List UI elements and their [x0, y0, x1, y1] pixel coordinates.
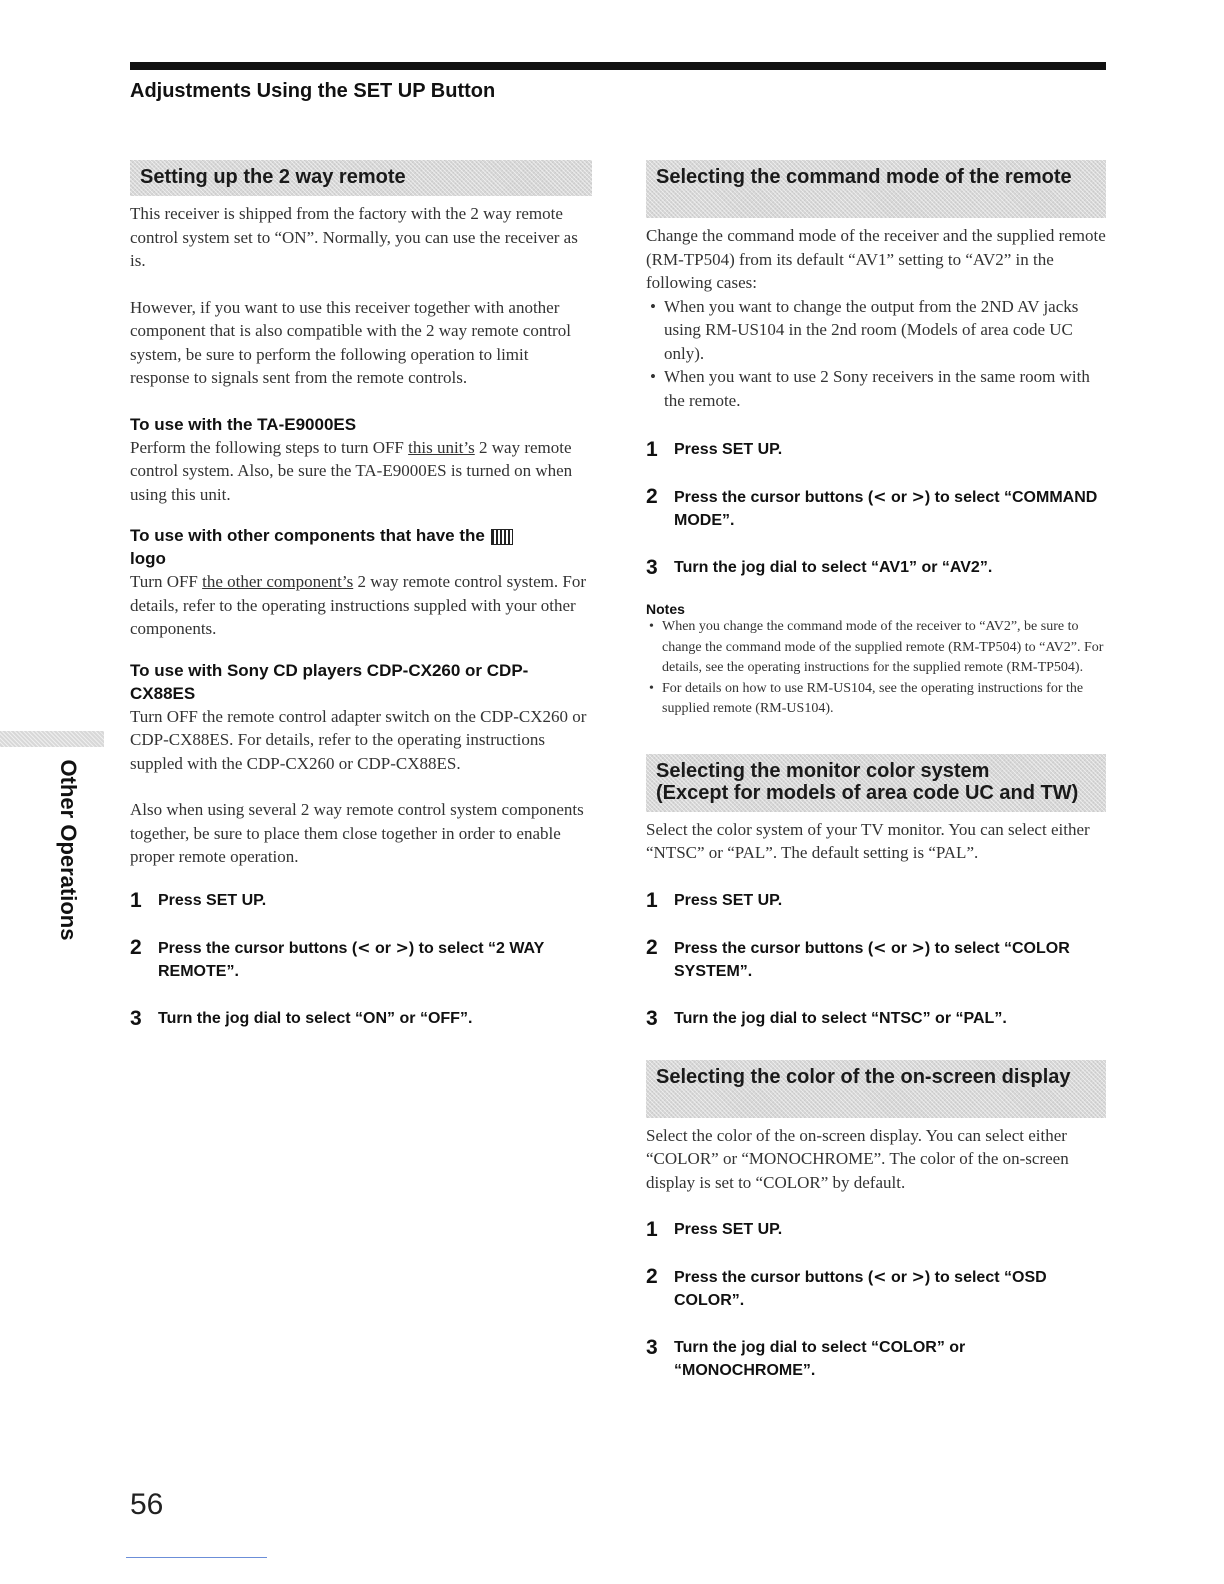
intro-paragraph-2: However, if you want to use this receiver together with another component that is also compatible with the 2 way remote control system, be sure to perform the following operation to limit response to signals sent from the remote controls. [130, 297, 571, 387]
step-1: 1 Press SET UP. [646, 888, 783, 912]
step-2: 2 Press the cursor buttons (< or >) to select “2 WAY REMOTE”. [130, 935, 545, 980]
notes-list [646, 617, 1106, 720]
step-3: 3 Turn the jog dial to select “ON” or “OFF”. [130, 1006, 473, 1030]
section-banner-osd-color: Selecting the color of the on-screen display [646, 1060, 1106, 1118]
sub1-paragraph: Perform the following steps to turn OFF this unit’s 2 way remote control system. Also, be sure the TA-E9000ES is turned on when using this unit. [130, 437, 573, 504]
note-item: • When you change the command mode of the receiver to “AV2”, be sure to change the command mode of the supplied remote (RM-TP504) to “AV2”. For details, see the operating instructions for the supplied remote (RM-TP504). [646, 617, 1106, 679]
right-column [646, 160, 1106, 1382]
two-way-remote-logo-icon [491, 529, 513, 545]
subheading-sony-cd-players: To use with Sony CD players CDP-CX260 or CDP-CX88ES [130, 660, 529, 703]
side-tab-label: Other Operations [56, 759, 81, 941]
step-2: 2 Press the cursor buttons (< or >) to select “COMMAND MODE”. [646, 485, 1098, 529]
step-1: 1 Press SET UP. [646, 1218, 783, 1241]
step-1: 1 Press SET UP. [646, 438, 783, 461]
header-rule [130, 62, 1106, 70]
list-item: • When you want to change the output from the 2ND AV jacks using RM-US104 in the 2nd room (Models of area code UC only). [646, 295, 1106, 366]
section-banner-monitor-color-system: Selecting the monitor color system (Except for models of area code UC and TW) [646, 754, 1106, 812]
note-item: • For details on how to use RM-US104, see the operating instructions for the supplied remote (RM-US104). [646, 679, 1106, 720]
step-1: 1 Press SET UP. [130, 888, 267, 912]
step-3: 3 Turn the jog dial to select “AV1” or “AV2”. [646, 556, 993, 579]
page-title: Adjustments Using the SET UP Button [130, 80, 496, 102]
outro-paragraph: Also when using several 2 way remote control system components together, be sure to place them close together in order to enable proper remote operation. [130, 800, 584, 866]
osd-color-intro: Select the color of the on-screen display. You can select either “COLOR” or “MONOCHROME”. The color of the on-screen display is set to “COLOR” by default. [646, 1125, 1069, 1192]
step-3: 3 Turn the jog dial to select “COLOR” or “MONOCHROME”. [646, 1336, 966, 1379]
command-mode-cases [646, 295, 1106, 413]
color-system-intro: Select the color system of your TV monitor. You can select either “NTSC” or “PAL”. The default setting is “PAL”. [646, 819, 1090, 862]
section-banner-command-mode: Selecting the command mode of the remote [646, 160, 1106, 218]
step-3: 3 Turn the jog dial to select “NTSC” or “PAL”. [646, 1006, 1007, 1030]
notes-title: Notes [646, 601, 685, 617]
side-tab-marker [0, 731, 104, 747]
step-2: 2 Press the cursor buttons (< or >) to select “COLOR SYSTEM”. [646, 935, 1070, 980]
footer-rule [126, 1557, 267, 1558]
subheading-other-components: To use with other components that have the logo [130, 524, 592, 570]
sub3-paragraph: Turn OFF the remote control adapter switch on the CDP-CX260 or CDP-CX88ES. For details, refer to the operating instructions suppled with the CDP-CX260 or CDP-CX88ES. [130, 706, 587, 773]
page-number: 56 [130, 1488, 164, 1521]
step-2: 2 Press the cursor buttons (< or >) to select “OSD COLOR”. [646, 1265, 1047, 1309]
list-item: • When you want to use 2 Sony receivers in the same room with the remote. [646, 365, 1106, 412]
left-column [130, 160, 592, 1030]
command-mode-intro: Change the command mode of the receiver and the supplied remote (RM-TP504) from its default “AV1” setting to “AV2” in the following cases: [646, 226, 1106, 292]
section-banner-two-way-remote: Setting up the 2 way remote [130, 160, 592, 196]
subheading-ta-e9000es: To use with the TA-E9000ES [130, 414, 357, 434]
intro-paragraph: This receiver is shipped from the factory with the 2 way remote control system set to “ON”. Normally, you can use the receiver as is. [130, 204, 578, 270]
sub2-paragraph: Turn OFF the other component’s 2 way remote control system. For details, refer to the operating instructions suppled with your other components. [130, 572, 586, 638]
